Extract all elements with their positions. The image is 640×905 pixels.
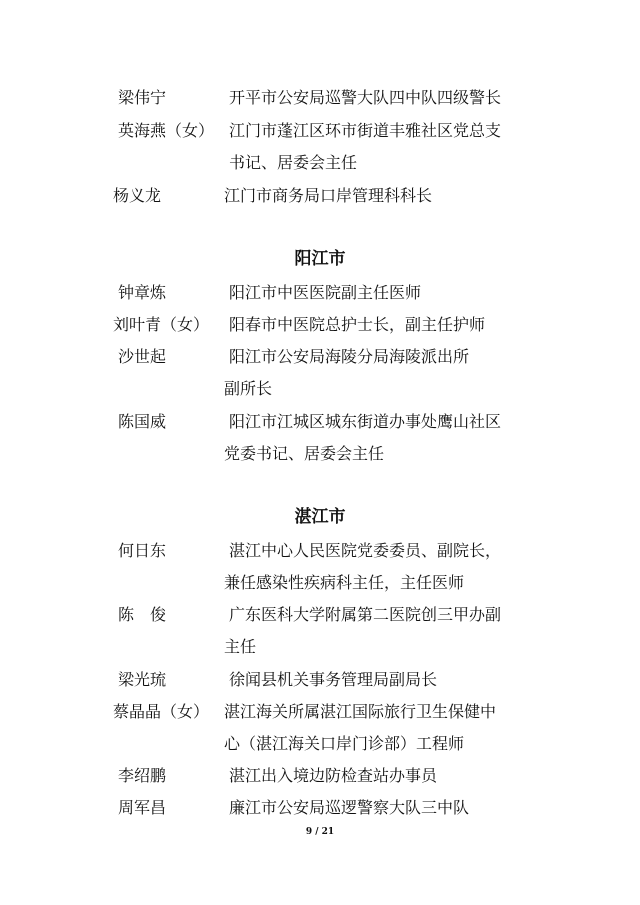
entry-position: 湛江出入境边防检查站办事员	[229, 766, 438, 785]
entry-position-continued: 书记、居委会主任	[229, 153, 358, 172]
entry-position: 廉江市公安局巡逻警察大队三中队	[229, 798, 470, 817]
entry-position: 湛江中心人民医院党委委员、副院长，	[229, 541, 502, 560]
entry-position: 江门市蓬江区环市街道丰雅社区党总支	[229, 121, 502, 140]
entry-position: 湛江海关所属湛江国际旅行卫生保健中	[224, 702, 497, 721]
entry-position: 阳江市中医医院副主任医师	[229, 283, 422, 302]
entry-name: 蔡晶晶（女）	[113, 702, 210, 721]
section-heading-zhanjiang: 湛江市	[294, 507, 346, 527]
entry-name: 李绍鹏	[118, 766, 167, 785]
entry-name: 刘叶青（女）	[113, 315, 210, 334]
entry-position: 广东医科大学附属第二医院创三甲办副	[229, 605, 502, 624]
entry-name: 杨义龙	[113, 186, 162, 205]
entry-name: 英海燕（女）	[118, 121, 215, 140]
entry-name: 钟章炼	[118, 283, 167, 302]
entry-name: 周军昌	[118, 798, 167, 817]
entry-name: 梁伟宁	[118, 88, 167, 107]
entry-position-continued: 兼任感染性疾病科主任，主任医师	[224, 573, 465, 592]
entry-position: 阳江市江城区城东街道办事处鹰山社区	[229, 412, 502, 431]
section-heading-yangjiang: 阳江市	[294, 249, 346, 269]
entry-position-continued: 心（湛江海关口岸门诊部）工程师	[224, 734, 465, 753]
entry-position: 阳江市公安局海陵分局海陵派出所	[229, 347, 470, 366]
entry-position-continued: 副所长	[224, 379, 273, 398]
entry-position-continued: 主任	[224, 637, 257, 656]
entry-position-continued: 党委书记、居委会主任	[224, 444, 385, 463]
entry-name: 陈 俊	[118, 605, 167, 624]
page-number: 9 / 21	[305, 827, 335, 837]
entry-position: 江门市商务局口岸管理科科长	[224, 186, 433, 205]
entry-name: 陈国威	[118, 412, 167, 431]
entry-position: 阳春市中医院总护士长，副主任护师	[229, 315, 486, 334]
entry-name: 梁光琉	[118, 670, 167, 689]
entry-position: 开平市公安局巡警大队四中队四级警长	[229, 88, 502, 107]
entry-name: 何日东	[118, 541, 167, 560]
entry-name: 沙世起	[118, 347, 167, 366]
entry-position: 徐闻县机关事务管理局副局长	[229, 670, 438, 689]
